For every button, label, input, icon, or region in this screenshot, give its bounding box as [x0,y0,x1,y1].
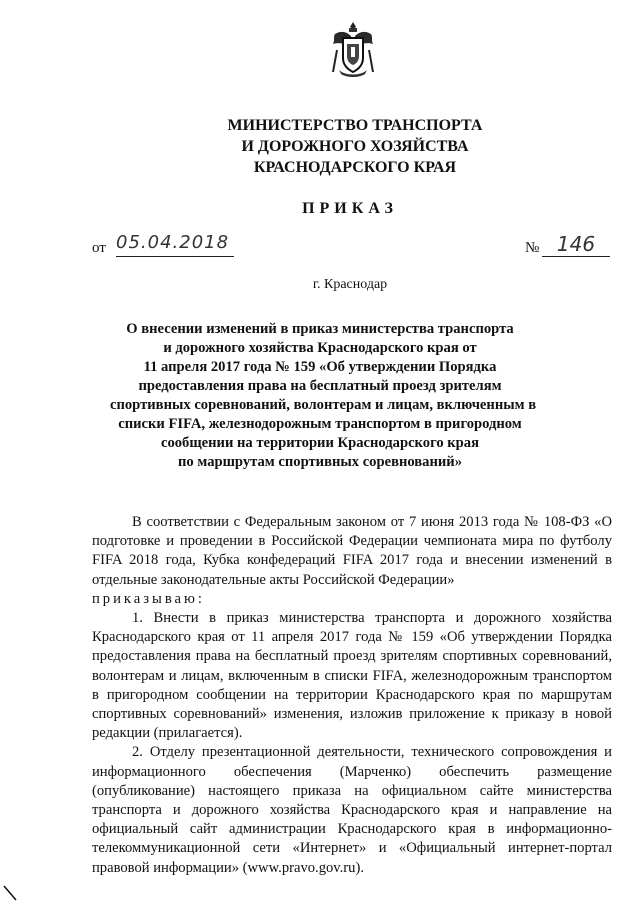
subject-line-3: 11 апреля 2017 года № 159 «Об утверждении Порядка [143,359,497,375]
ministry-line-1: МИНИСТЕРСТВО ТРАНСПОРТА [227,117,483,134]
ministry-line-2: И ДОРОЖНОГО ХОЗЯЙСТВА [241,138,469,155]
order-word [92,590,612,609]
order-date: 05.04.2018 [116,232,234,257]
coat-of-arms-icon [329,20,377,78]
order-title: ПРИКАЗ [302,200,398,217]
subject-line-1: О внесении изменений в приказ министерства транспорта [126,321,514,337]
number-prefix: № [525,240,540,256]
ministry-line-3: КРАСНОДАРСКОГО КРАЯ [253,159,457,176]
subject-line-6: списки FIFA, железнодорожным транспортом в пригородном [118,416,522,432]
subject-line-5: спортивных соревнований, волонтерам и лицам, включенным в [110,397,537,413]
scan-mark-icon [2,884,20,902]
item-1-paragraph: 1. Внести в приказ министерства транспорта и дорожного хозяйства Краснодарского края от 11 апреля 2017 года № 159 «Об утверждении Порядка предоставления права на бесплатный проезд зрителям спортивных соревнований, волонтерам и лицам, включенным в списки FIFA, железнодорожным транспортом в пригородном сообщении на территории Краснодарского края по маршрутам спортивных соревнований» изменения, изложив приложение к приказу в новой редакции (прилагается). [92,610,612,742]
ministry-name [150,115,560,178]
subject-line-2: и дорожного хозяйства Краснодарского края от [163,340,477,356]
order-subject [110,320,537,472]
subject-line-4: предоставления права на бесплатный проезд зрителям [138,378,502,394]
order-date-number-row [92,232,612,262]
subject-line-7: сообщении на территории Краснодарского края [160,435,479,451]
order-city: г. Краснодар [312,277,388,292]
preamble-paragraph: В соответствии с Федеральным законом от 7 июня 2013 года № 108-ФЗ «О подготовке и проведении в Российской Федерации чемпионата мира по футболу FIFA 2018 года, Кубка конфедераций FIFA 2017 года и внесении изменений в отдельные законодательные акты Российской Федерации» [92,514,612,588]
item-2-paragraph: 2. Отделу презентационной деятельности, технического сопровождения и информационного обеспечения (Марченко) обеспечить размещение (опубликование) настоящего приказа на официальном сайте министерства транспорта и дорожного хозяйства Краснодарского края и направление на официальный сайт администрации Краснодарского края в информационно-телекоммуникационной сети «Интернет» и «Официальный интернет-портал правовой информации» (www.pravo.gov.ru). [92,744,612,876]
order-word-text: приказываю: [92,590,205,607]
subject-line-8: по маршрутам спортивных соревнований» [178,454,462,470]
order-body [92,513,612,878]
order-number: 146 [542,232,610,257]
date-prefix: от [92,240,106,256]
